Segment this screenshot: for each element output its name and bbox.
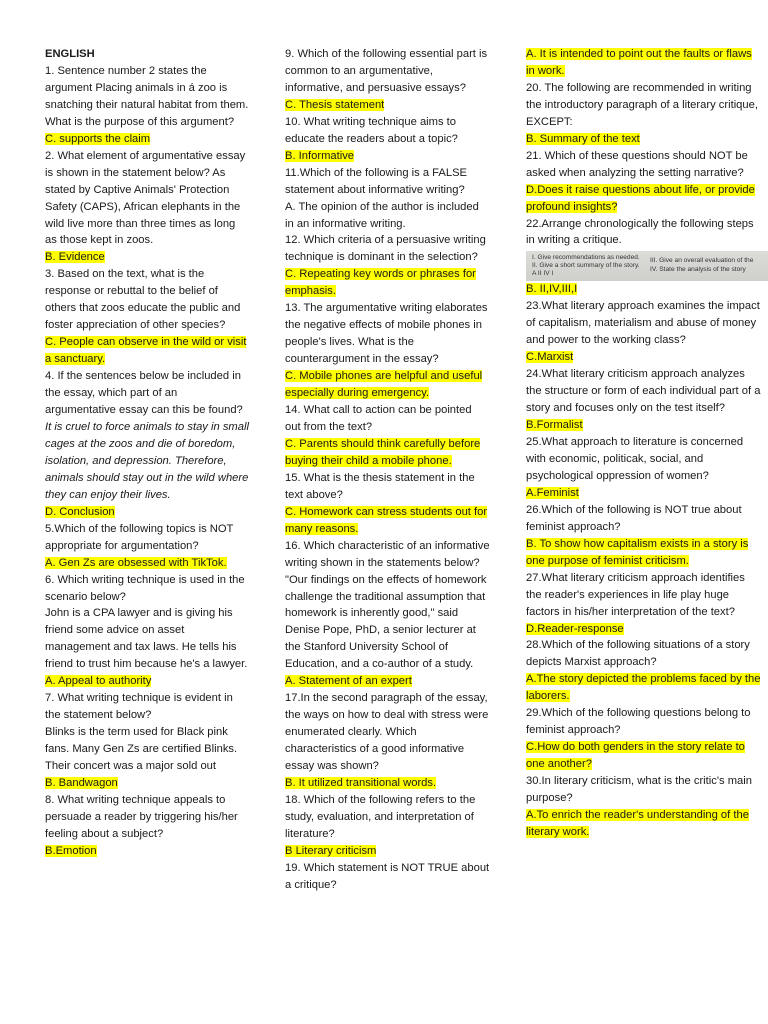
text: 24.What literary criticism approach analyzes the structure or form of each individual part of a story and focuses only on the test itself? <box>526 368 761 415</box>
question-6s <box>45 605 250 673</box>
answer-26 <box>526 536 762 570</box>
text: 10. What writing technique aims to educate the readers about a topic? <box>285 115 458 145</box>
answer-5 <box>45 555 250 572</box>
answer-13 <box>285 368 490 402</box>
question-7s <box>45 724 250 775</box>
text: 27.What literary criticism approach identifies the reader's experiences in life play huge factors in his/her interpretation of the text? <box>526 571 745 618</box>
question-21 <box>526 148 762 182</box>
text: C. Parents should think carefully before buying their child a mobile phone. <box>285 437 481 467</box>
answer-18 <box>285 843 490 860</box>
answer-21 <box>526 182 762 216</box>
column-middle <box>285 46 490 894</box>
text: John is a CPA lawyer and is giving his friend some advice on asset management and tax laws. He tells his friend to trust him because he's a lawyer. <box>45 607 248 671</box>
text: ENGLISH <box>45 48 95 60</box>
text: 16. Which characteristic of an informative writing shown in the statements below? "Our findings on the effects of homework challenge the traditional assumption that homework is inherently good," said Denise Pope, PhD, a senior lecturer at the Stanford University School of Education, and a co-author of a study. <box>285 539 490 671</box>
question-8 <box>45 792 250 843</box>
text: 30.In literary criticism, what is the critic's main purpose? <box>526 775 752 805</box>
question-22 <box>526 216 762 250</box>
answer-30 <box>526 807 762 841</box>
text: 11.Which of the following is a FALSE statement about informative writing? <box>285 166 467 196</box>
question-6 <box>45 572 250 606</box>
text: 22.Arrange chronologically the following steps in writing a critique. <box>526 217 754 247</box>
text: 26.Which of the following is NOT true about feminist approach? <box>526 503 742 533</box>
text: B. Bandwagon <box>45 776 118 789</box>
answer-4 <box>45 504 250 521</box>
text: B. Evidence <box>45 251 105 264</box>
text: A.The story depicted the problems faced by the laborers. <box>526 673 761 703</box>
text: 28.Which of the following situations of a story depicts Marxist approach? <box>526 639 750 669</box>
question-26 <box>526 502 762 536</box>
question-16 <box>285 538 490 674</box>
text: A. The opinion of the author is included in an informative writing. <box>285 200 479 230</box>
text: B. II,IV,III,I <box>526 283 578 296</box>
snippet-line-1: I. Give recommendations as needed. <box>532 254 640 262</box>
column-left <box>45 46 250 860</box>
question-18 <box>285 792 490 843</box>
text: D.Reader-response <box>526 622 624 635</box>
text: A. Statement of an expert <box>285 675 412 688</box>
text: C. supports the claim <box>45 132 151 145</box>
text: 3. Based on the text, what is the response or rebuttal to the belief of others that zoos educate the public and foster appreciation of other species? <box>45 268 241 332</box>
text: C. Thesis statement <box>285 98 385 111</box>
question-3 <box>45 266 250 334</box>
question-7 <box>45 690 250 724</box>
column-right <box>526 46 762 841</box>
text: A. It is intended to point out the faults or flaws in work. <box>526 48 752 77</box>
answer-2 <box>45 249 250 266</box>
text: C.How do both genders in the story relate to one another? <box>526 741 745 771</box>
answer-6 <box>45 673 250 690</box>
answer-16 <box>285 673 490 690</box>
text: It is cruel to force animals to stay in small cages at the zoos and die of boredom, isolation, and depression. Therefore, animals should stay out in the wild where they can enjoy their lives. <box>45 420 249 501</box>
text: 5.Which of the following topics is NOT appropriate for argumentation? <box>45 522 234 552</box>
text: 7. What writing technique is evident in the statement below? <box>45 692 233 722</box>
text: C. Repeating key words or phrases for emphasis. <box>285 268 476 298</box>
answer-11 <box>285 199 490 233</box>
question-19 <box>285 860 490 894</box>
text: 20. The following are recommended in writing the introductory paragraph of a literary critique, EXCEPT: <box>526 81 758 128</box>
question-1 <box>45 63 250 131</box>
question-13 <box>285 300 490 368</box>
text: Blinks is the term used for Black pink fans. Many Gen Zs are certified Blinks. Their concert was a major sold out <box>45 726 238 773</box>
text: C. People can observe in the wild or visit a sanctuary. <box>45 336 247 366</box>
question-9 <box>285 46 490 97</box>
text: 18. Which of the following refers to the study, evaluation, and interpretation of literature? <box>285 793 476 840</box>
question-20 <box>526 80 762 131</box>
text: 13. The argumentative writing elaborates the negative effects of mobile phones in people's lives. What is the counterargument in the essay? <box>285 302 488 366</box>
question-10 <box>285 114 490 148</box>
answer-28 <box>526 671 762 705</box>
question-24 <box>526 366 762 417</box>
text: 21. Which of these questions should NOT be asked when analyzing the setting narrative? <box>526 149 748 179</box>
question-2 <box>45 148 250 250</box>
text: B.Emotion <box>45 844 97 857</box>
text: D.Does it raise questions about life, or provide profound insights? <box>526 183 755 213</box>
answer-25 <box>526 485 762 502</box>
text: B. Summary of the text <box>526 132 640 145</box>
text: B. Informative <box>285 149 355 162</box>
question-4 <box>45 368 250 419</box>
answer-1 <box>45 131 250 148</box>
text: B.Formalist <box>526 419 583 432</box>
question-5 <box>45 521 250 555</box>
section-heading <box>45 46 250 63</box>
text: 23.What literary approach examines the impact of capitalism, materialism and abuse of money and power to the working class? <box>526 300 760 347</box>
question-12 <box>285 232 490 266</box>
answer-14 <box>285 436 490 470</box>
text: 15. What is the thesis statement in the text above? <box>285 471 475 501</box>
answer-27 <box>526 621 762 638</box>
answer-10 <box>285 148 490 165</box>
answer-22 <box>526 281 762 298</box>
question-11 <box>285 165 490 199</box>
text: 19. Which statement is NOT TRUE about a critique? <box>285 861 490 891</box>
answer-3 <box>45 334 250 368</box>
text: B Literary criticism <box>285 844 377 857</box>
text: C.Marxist <box>526 351 574 364</box>
answer-9 <box>285 97 490 114</box>
text: A.Feminist <box>526 486 579 499</box>
question-15 <box>285 470 490 504</box>
text: 9. Which of the following essential part is common to an argumentative, informative, and persuasive essays? <box>285 48 488 94</box>
text: 29.Which of the following questions belong to feminist approach? <box>526 707 751 737</box>
answer-15 <box>285 504 490 538</box>
question-29 <box>526 705 762 739</box>
text: C. Homework can stress students out for many reasons. <box>285 505 488 535</box>
text: A. Appeal to authority <box>45 675 152 688</box>
text: 25.What approach to literature is concerned with economic, politicak, social, and psychological oppression of women? <box>526 436 744 482</box>
text: 8. What writing technique appeals to persuade a reader by triggering his/her feeling about a subject? <box>45 793 238 840</box>
snippet-line-4: III. Give an overall evaluation of the <box>650 257 754 265</box>
answer-8 <box>45 843 250 860</box>
question-28 <box>526 637 762 671</box>
answer-29 <box>526 739 762 773</box>
question-30 <box>526 773 762 807</box>
text: B. To show how capitalism exists in a story is one purpose of feminist criticism. <box>526 537 749 567</box>
answer-23 <box>526 349 762 366</box>
text: 6. Which writing technique is used in the scenario below? <box>45 573 245 603</box>
answer-12 <box>285 266 490 300</box>
text: A. Gen Zs are obsessed with TikTok. <box>45 556 227 569</box>
question-25 <box>526 434 762 485</box>
text: 12. Which criteria of a persuasive writing technique is dominant in the selection? <box>285 234 486 264</box>
question-27 <box>526 570 762 621</box>
text: B. It utilized transitional words. <box>285 776 437 789</box>
snippet-line-2: II. Give a short summary of the story. <box>532 262 640 270</box>
text: 4. If the sentences below be included in the essay, which part of an argumentative essay can this be found? <box>45 370 243 417</box>
text: 1. Sentence number 2 states the argument Placing animals in á zoo is snatching their natural habitat from them. What is the purpose of this argument? <box>45 64 249 128</box>
answer-7 <box>45 775 250 792</box>
question-4q <box>45 419 250 504</box>
text: A.To enrich the reader's understanding of the literary work. <box>526 808 749 838</box>
answer-20 <box>526 131 762 148</box>
answer-19 <box>526 46 762 80</box>
text: D. Conclusion <box>45 505 115 518</box>
question-23 <box>526 298 762 349</box>
answer-17 <box>285 775 490 792</box>
text: 14. What call to action can be pointed out from the text? <box>285 404 472 433</box>
answer-24 <box>526 417 762 434</box>
text: C. Mobile phones are helpful and useful especially during emergency. <box>285 370 483 400</box>
text: 17.In the second paragraph of the essay, the ways on how to deal with stress were enumerated clearly. Which characteristics of a good informative essay was shown? <box>285 692 489 773</box>
text: 2. What element of argumentative essay is shown in the statement below? As stated by Captive Animals' Protection Safety (CAPS), African elephants in the wild live more than three times as long as those kept in zoos. <box>45 149 246 247</box>
critique-steps-image <box>526 251 768 281</box>
snippet-line-3: A II IV I <box>532 270 554 278</box>
question-17 <box>285 690 490 775</box>
snippet-line-5: IV. State the analysis of the story <box>650 266 746 274</box>
question-14 <box>285 402 490 436</box>
